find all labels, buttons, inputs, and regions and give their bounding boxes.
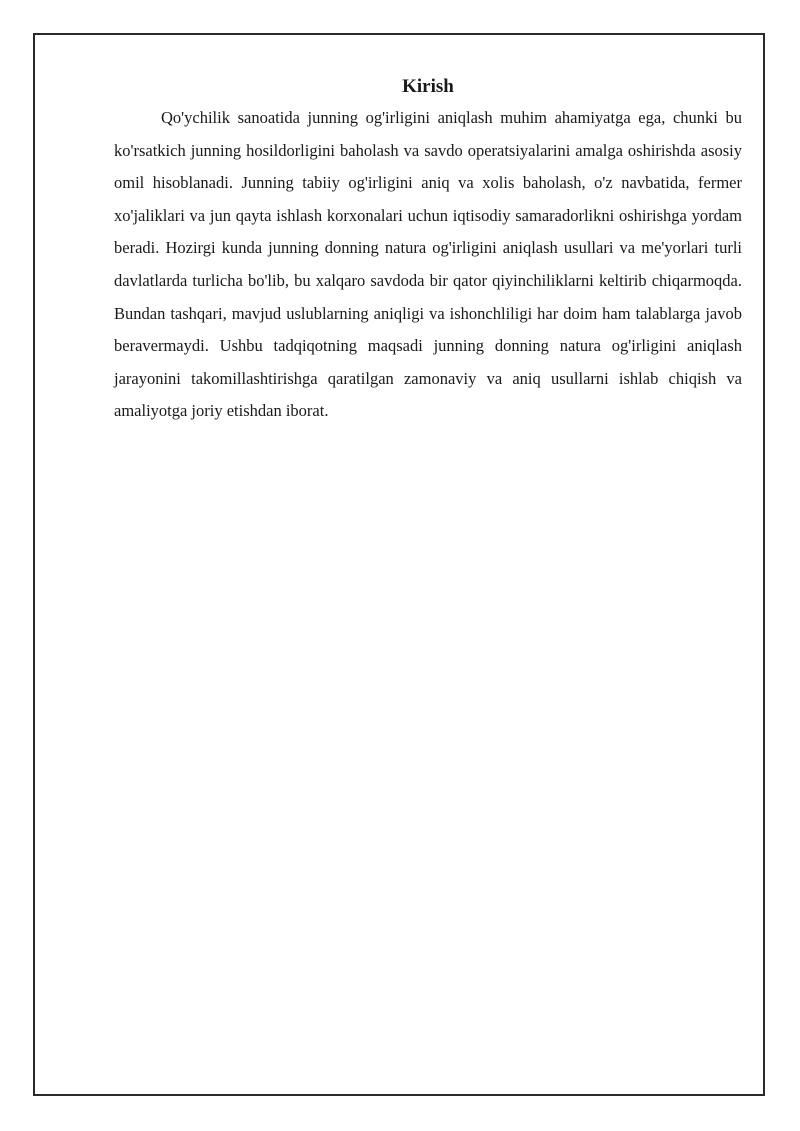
section-heading: Kirish bbox=[402, 76, 454, 97]
document-body bbox=[114, 72, 742, 428]
intro-paragraph: Qo'ychilik sanoatida junning og'irligini aniqlash muhim ahamiyatga ega, chunki bu ko'rsatkich junning hosildorligini baholash va savdo operatsiyalarini amalga oshirishda asosiy omil hisoblanadi. Junning tabiiy og'irligini aniq va xolis baholash, o'z navbatida, fermer xo'jaliklari va jun qayta ishlash korxonalari uchun iqtisodiy samaradorlikni oshirishga yordam beradi. Hozirgi kunda junning donning natura og'irligini aniqlash usullari va me'yorlari turli davlatlarda turlicha bo'lib, bu xalqaro savdoda bir qator qiyinchiliklarni keltirib chiqarmoqda. Bundan tashqari, mavjud uslublarning aniqligi va ishonchliligi har doim ham talablarga javob beravermaydi. Ushbu tadqiqotning maqsadi junning donning natura og'irligini aniqlash jarayonini takomillashtirishga qaratilgan zamonaviy va aniq usullarni ishlab chiqish va amaliyotga joriy etishdan iborat. bbox=[114, 108, 742, 421]
